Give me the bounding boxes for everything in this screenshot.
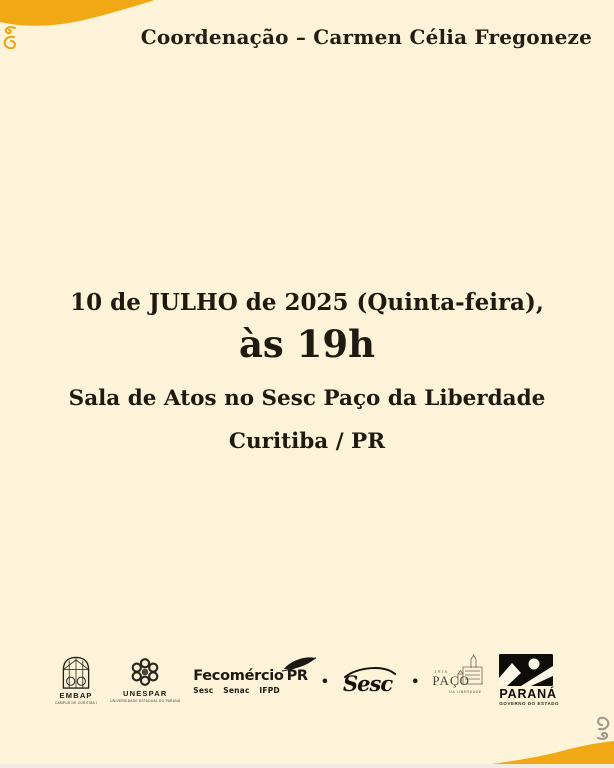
embap-subtitle: CAMPUS DE CURITIBA I	[54, 700, 98, 705]
event-venue: Sala de Atos no Sesc Paço da Liberdade	[68, 386, 546, 411]
fecomercio-wordmark	[193, 668, 308, 684]
unespar-logo	[110, 657, 180, 703]
paco-da-liberdade-logo	[432, 654, 486, 706]
fecomercio-logo	[193, 668, 308, 695]
logo-separator-dot: •	[411, 674, 420, 690]
coordination-credit: Coordenação – Carmen Célia Fregoneze	[140, 25, 592, 49]
swirl-flourish-icon	[1, 25, 21, 53]
embap-window-icon	[61, 656, 91, 689]
paco-label: PAÇO	[432, 673, 470, 688]
page-bottom-edge	[0, 764, 614, 768]
fecomercio-region: PR	[286, 667, 308, 684]
event-date: 10 de JULHO de 2025 (Quinta-feira),	[70, 289, 544, 316]
fecomercio-name: Fecomércio	[193, 667, 284, 684]
event-time: às 19h	[238, 322, 376, 366]
paco-year: 1916	[434, 669, 449, 674]
parana-flag-icon	[499, 654, 553, 686]
logo-separator-dot: •	[320, 674, 330, 690]
sponsor-logo-bar	[0, 654, 614, 706]
unespar-label: UNESPAR	[122, 689, 168, 698]
parana-subtitle: GOVERNO DO ESTADO	[499, 701, 560, 706]
paco-subtitle: DA LIBERDADE	[449, 690, 482, 694]
embap-label: EMBAP	[59, 690, 93, 700]
unespar-subtitle: UNIVERSIDADE ESTADUAL DO PARANÁ	[110, 699, 181, 703]
leaf-swoosh-icon	[282, 656, 316, 672]
event-city: Curitiba / PR	[228, 429, 386, 454]
sesc-logo	[342, 666, 398, 700]
event-details	[0, 290, 614, 454]
embap-logo	[55, 656, 97, 705]
parana-government-logo	[499, 654, 559, 706]
swirl-flourish-icon	[592, 713, 612, 741]
sesc-script-wordmark	[342, 666, 398, 696]
wave-corner-bottom-right	[414, 728, 614, 768]
fecomercio-entities: Sesc Senac IFPD	[193, 685, 280, 695]
unespar-flower-icon	[128, 657, 162, 687]
svg-text:Sesc: Sesc	[343, 671, 393, 696]
parana-label: PARANÁ	[499, 687, 557, 701]
